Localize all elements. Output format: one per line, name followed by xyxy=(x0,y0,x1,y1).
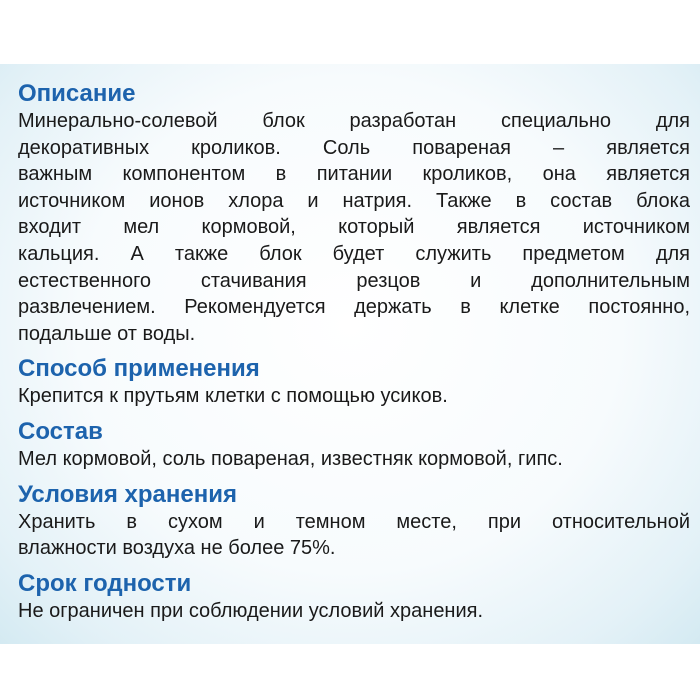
text-line: подальше от воды. xyxy=(18,322,196,345)
text-line: декоративных кроликов. Соль повареная – является xyxy=(18,136,690,159)
text-line: Не ограничен при соблюдении условий хранения. xyxy=(18,599,484,622)
text-line: важным компонентом в питании кроликов, она является xyxy=(18,163,690,186)
section-text xyxy=(18,446,690,473)
section-heading: Условия хранения xyxy=(18,480,237,508)
section-storage xyxy=(18,481,690,562)
label-content xyxy=(18,80,690,624)
section-composition xyxy=(18,418,690,473)
text-line: кальция. А также блок будет служить предметом для xyxy=(18,242,690,265)
text-line: влажности воздуха не более 75%. xyxy=(18,537,336,560)
section-shelf-life xyxy=(18,570,690,625)
section-heading: Описание xyxy=(18,80,136,107)
text-line: входит мел кормовой, который является источником xyxy=(18,216,690,239)
section-text xyxy=(18,509,690,562)
text-line: развлечением. Рекомендуется держать в клетке постоянно, xyxy=(18,296,690,319)
text-line: Крепится к прутьям клетки с помощью усиков. xyxy=(18,385,448,408)
text-line: Минерально-солевой блок разработан специально для xyxy=(18,110,690,132)
section-text xyxy=(18,383,690,410)
section-heading: Срок годности xyxy=(18,569,192,597)
text-line: естественного стачивания резцов и дополнительным xyxy=(18,269,690,292)
section-usage xyxy=(18,355,690,410)
section-description xyxy=(18,80,690,347)
text-line: Хранить в сухом и темном месте, при относительной xyxy=(18,510,690,533)
section-heading: Способ применения xyxy=(18,355,260,383)
section-text xyxy=(18,108,690,347)
section-heading: Состав xyxy=(18,417,103,445)
section-text xyxy=(18,598,690,625)
text-line: Мел кормовой, соль повареная, известняк кормовой, гипс. xyxy=(18,447,563,470)
text-line: источником ионов хлора и натрия. Также в состав блока xyxy=(18,189,690,212)
